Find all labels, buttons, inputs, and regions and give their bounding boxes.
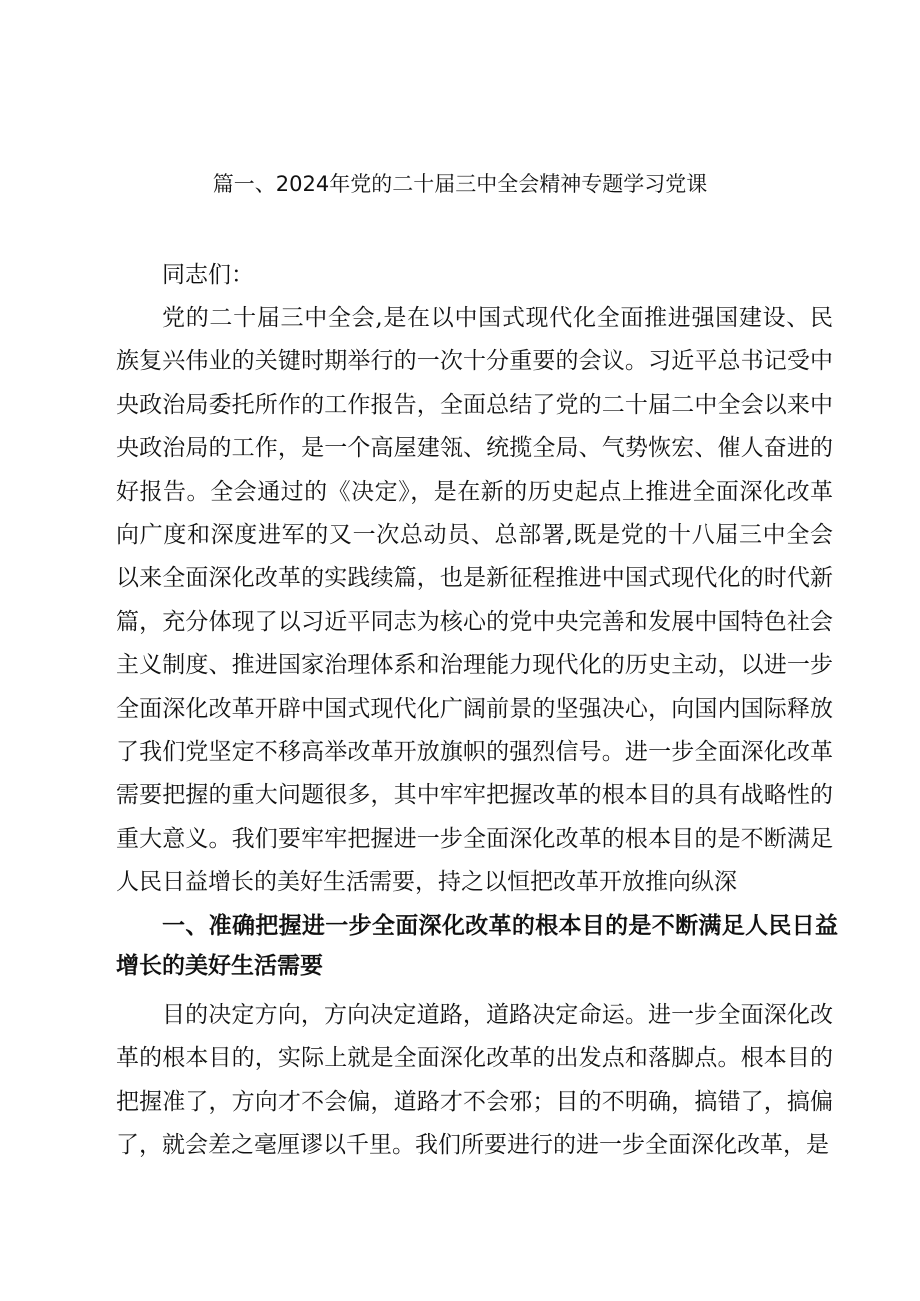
section-1-paragraph: 目的决定方向，方向决定道路，道路决定命运。进一步全面深化改革的根本目的，实际上就是全面深化改革的出发点和落脚点。根本目的把握准了，方向才不会偏，道路才不会邪；目的不明确，搞错了，搞偏了，就会差之毫厘谬以千里。我们所要进行的进一步全面深化改革，是 bbox=[116, 1002, 833, 1159]
salutation: 同志们： bbox=[162, 262, 254, 288]
intro-paragraph: 党的二十届三中全会,是在以中国式现代化全面推进强国建设、民族复兴伟业的关键时期举行的一次十分重要的会议。习近平总书记受中央政治局委托所作的工作报告，全面总结了党的二十届二中全会以来中央政治局的工作，是一个高屋建瓴、统揽全局、气势恢宏、催人奋进的好报告。全会通过的《决定》，是在新的历史起点上推进全面深化改革向广度和深度进军的又一次总动员、总部署,既是党的十八届三中全会以来全面深化改革的实践续篇，也是新征程推进中国式现代化的时代新篇，充分体现了以习近平同志为核心的党中央完善和发展中国特色社会主义制度、推进国家治理体系和治理能力现代化的历史主动，以进一步全面深化改革开辟中国式现代化广阔前景的坚强决心，向国内国际释放了我们党坚定不移高举改革开放旗帜的强烈信号。进一步全面深化改革需要把握的重大问题很多，其中牢牢把握改革的根本目的具有战略性的重大意义。我们要牢牢把握进一步全面深化改革的根本目的是不断满足人民日益增长的美好生活需要，持之以恒把改革开放推向纵深 bbox=[116, 305, 833, 896]
document-title: 篇一、2024年党的二十届三中全会精神专题学习党课 bbox=[212, 172, 708, 196]
section-1-heading: 一、准确把握进一步全面深化改革的根本目的是不断满足人民日益增长的美好生活需要 bbox=[116, 913, 838, 979]
